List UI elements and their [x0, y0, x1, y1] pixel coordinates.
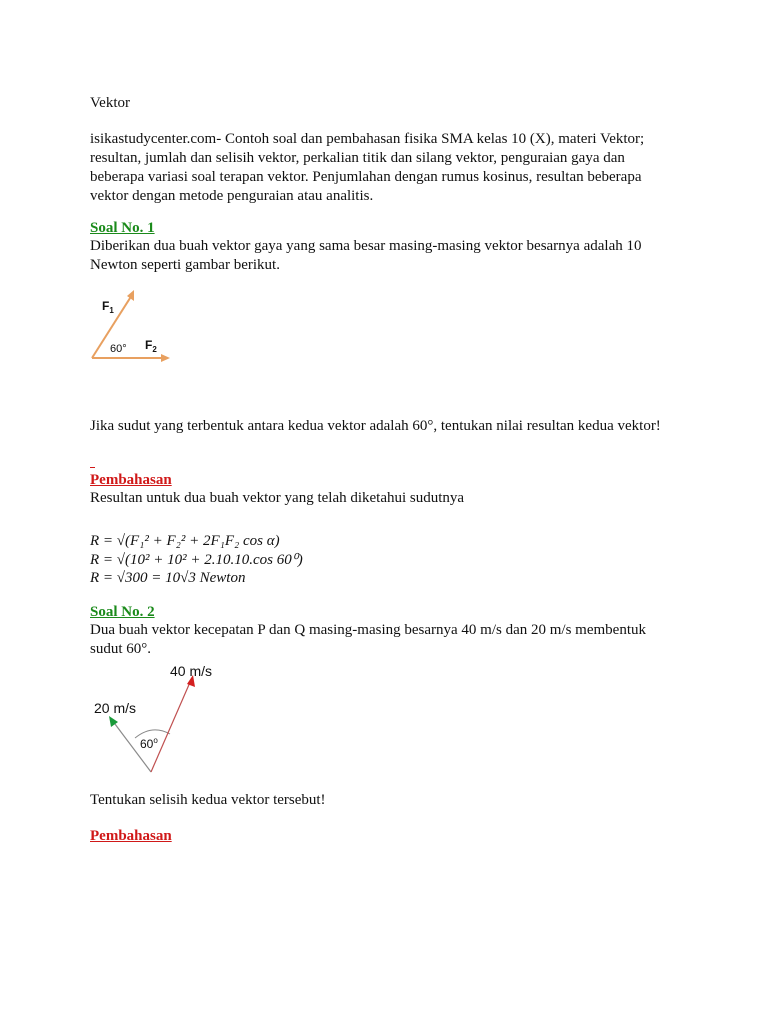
- page-title: Vektor: [90, 95, 130, 111]
- soal-2-text: Dua buah vektor kecepatan P dan Q masing-masing besarnya 40 m/s dan 20 m/s membentuk sudut 60°.: [90, 622, 646, 657]
- soal-2-heading: Soal No. 2: [90, 604, 155, 620]
- small-red-mark: [90, 467, 95, 468]
- label-angle-60: 60°: [110, 343, 127, 355]
- formula-line-3: R = √300 = 10√3 Newton: [90, 570, 246, 586]
- soal-2-question: Tentukan selisih kedua vektor tersebut!: [90, 792, 326, 808]
- formula-line-2: R = √(10² + 10² + 2.10.10.cos 60⁰): [90, 552, 303, 568]
- soal-1-text: Diberikan dua buah vektor gaya yang sama besar masing-masing vektor besarnya adalah 10 Newton seperti gambar berikut.: [90, 238, 642, 273]
- vector-40ms-line: [151, 680, 191, 772]
- label-angle-60o: 60$^o$: [140, 736, 158, 751]
- label-20ms: 20 m/s: [94, 700, 137, 716]
- label-f1: $F_1$: [102, 299, 114, 315]
- label-f2: $F_2$: [145, 338, 157, 354]
- soal-2-vector-figure: [90, 660, 220, 775]
- soal-1-vector-figure: [88, 285, 178, 365]
- soal-1-question: Jika sudut yang terbentuk antara kedua vektor adalah 60°, tentukan nilai resultan kedua vektor!: [90, 418, 661, 434]
- vector-f2-arrowhead: [161, 354, 170, 362]
- vector-f1-arrowhead: [127, 290, 134, 301]
- label-40ms: 40 m/s: [170, 663, 213, 679]
- soal-2-pembahasan-heading: Pembahasan: [90, 828, 172, 844]
- soal-1-pembahasan-heading: Pembahasan: [90, 472, 172, 488]
- soal-1-heading: Soal No. 1: [90, 220, 155, 236]
- formula-line-1: R = √(F₁² + F₂² + 2F₁F₂ cos α): [90, 533, 280, 549]
- soal-1-pembahasan-text: Resultan untuk dua buah vektor yang telah diketahui sudutnya: [90, 490, 465, 506]
- intro-paragraph: isikastudycenter.com- Contoh soal dan pembahasan fisika SMA kelas 10 (X), materi Vektor; resultan, jumlah dan selisih vektor, perkalian titik dan silang vektor, penguraian gaya dan beberapa variasi soal terapan vektor. Penjumlahan dengan rumus kosinus, resultan beberapa vektor dengan metode penguraian atau analitis.: [90, 131, 645, 204]
